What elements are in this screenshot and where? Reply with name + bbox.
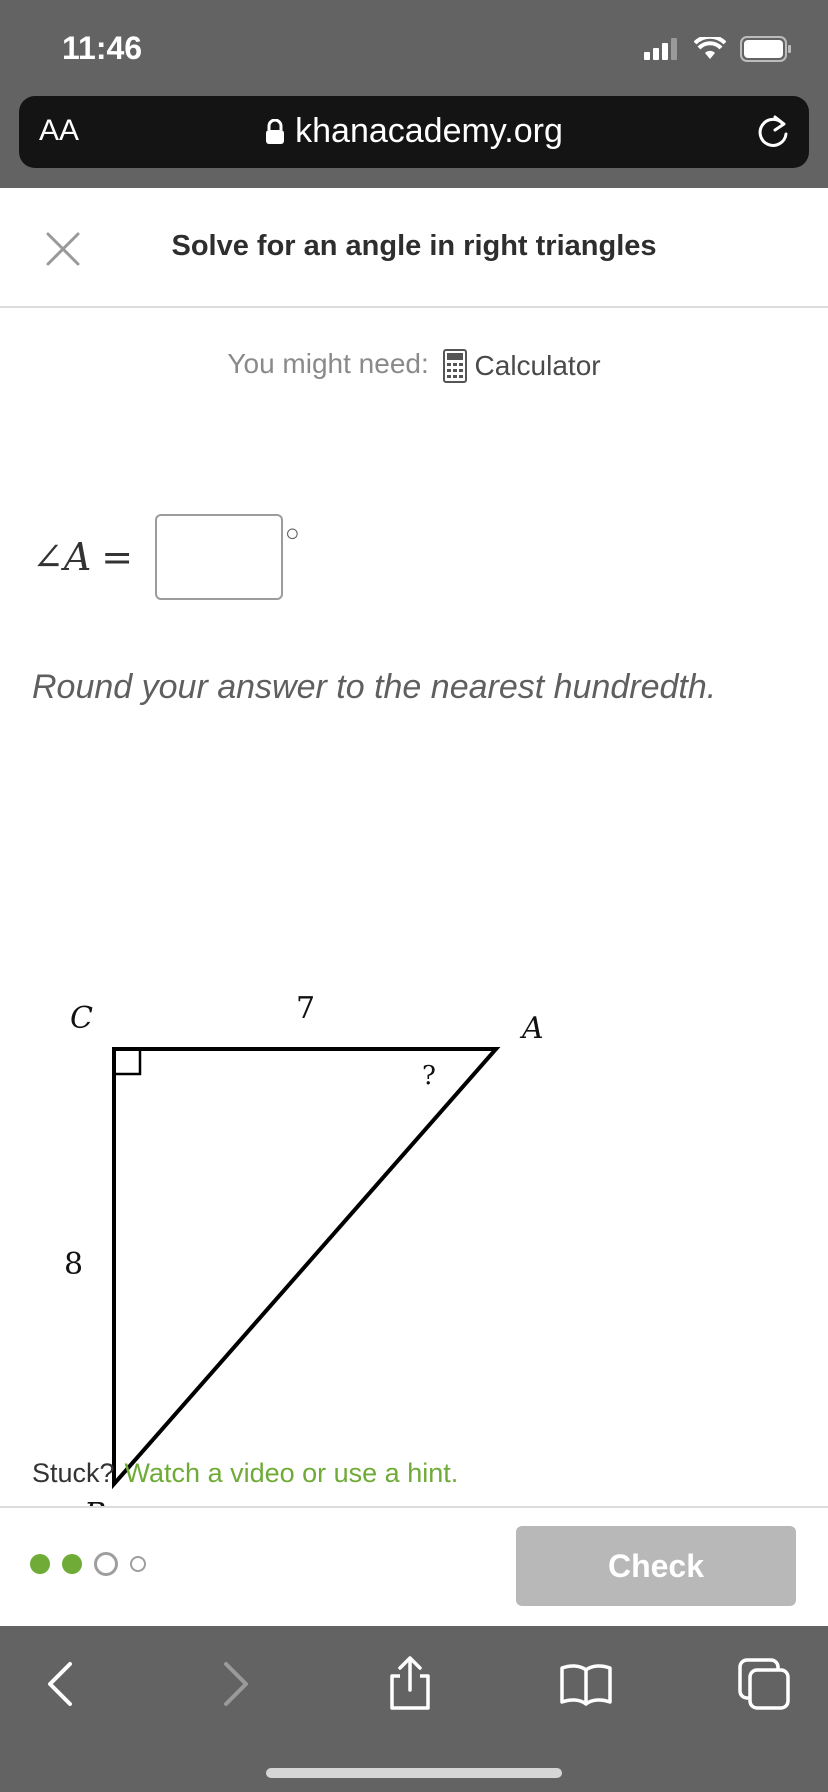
wifi-icon bbox=[694, 37, 726, 61]
right-angle-marker bbox=[114, 1049, 140, 1074]
lock-icon bbox=[265, 119, 285, 145]
status-icons bbox=[644, 36, 792, 62]
status-time: 11:46 bbox=[62, 30, 143, 66]
progress-dot-pending bbox=[130, 1556, 146, 1572]
url-bar[interactable] bbox=[19, 96, 809, 168]
status-bar bbox=[0, 0, 828, 96]
tabs-icon[interactable] bbox=[734, 1654, 794, 1714]
unknown-angle-label: ? bbox=[422, 1061, 436, 1091]
signal-icon bbox=[644, 38, 680, 60]
exercise-header bbox=[0, 188, 828, 308]
back-icon[interactable] bbox=[32, 1654, 92, 1714]
exercise-page bbox=[0, 188, 828, 1626]
exercise-title: Solve for an angle in right triangles bbox=[171, 230, 657, 262]
stuck-prefix: Stuck? bbox=[32, 1458, 115, 1488]
calculator-label: Calculator bbox=[474, 349, 601, 381]
progress-dot-current bbox=[94, 1552, 118, 1576]
calculator-icon bbox=[443, 349, 467, 383]
vertex-a-label: A bbox=[522, 1011, 544, 1046]
tools-needed bbox=[0, 348, 828, 383]
equals-sign: = bbox=[101, 535, 134, 579]
share-icon[interactable] bbox=[380, 1654, 440, 1714]
triangle-diagram bbox=[0, 778, 828, 1538]
stuck-help bbox=[32, 1458, 458, 1489]
hint-link[interactable]: Watch a video or use a hint. bbox=[124, 1458, 459, 1488]
forward-icon[interactable] bbox=[204, 1654, 264, 1714]
bookmarks-icon[interactable] bbox=[556, 1654, 616, 1714]
triangle-shape bbox=[114, 1049, 496, 1484]
vertex-c-label: C bbox=[70, 1001, 93, 1036]
reload-icon[interactable] bbox=[753, 110, 793, 154]
degree-symbol: ○ bbox=[285, 520, 300, 547]
answer-input[interactable] bbox=[155, 514, 283, 600]
battery-icon bbox=[740, 36, 792, 62]
url-text: khanacademy.org bbox=[295, 112, 563, 150]
url-display[interactable] bbox=[19, 112, 809, 151]
browser-toolbar bbox=[0, 1626, 828, 1792]
side-ca-label: 7 bbox=[296, 991, 316, 1026]
answer-equation bbox=[32, 512, 300, 602]
home-indicator bbox=[266, 1768, 562, 1778]
progress-dots bbox=[30, 1552, 146, 1576]
side-cb-label: 8 bbox=[64, 1247, 84, 1282]
instruction-text: Round your answer to the nearest hundredth. bbox=[32, 668, 717, 706]
angle-label: ∠A = bbox=[32, 535, 134, 579]
progress-dot-complete bbox=[30, 1554, 50, 1574]
check-button[interactable]: Check bbox=[516, 1526, 796, 1606]
tools-prefix: You might need: bbox=[227, 348, 429, 379]
progress-dot-complete bbox=[62, 1554, 82, 1574]
exercise-footer bbox=[0, 1506, 828, 1626]
calculator-link[interactable] bbox=[437, 349, 601, 383]
text-size-button[interactable]: AA bbox=[39, 114, 80, 147]
